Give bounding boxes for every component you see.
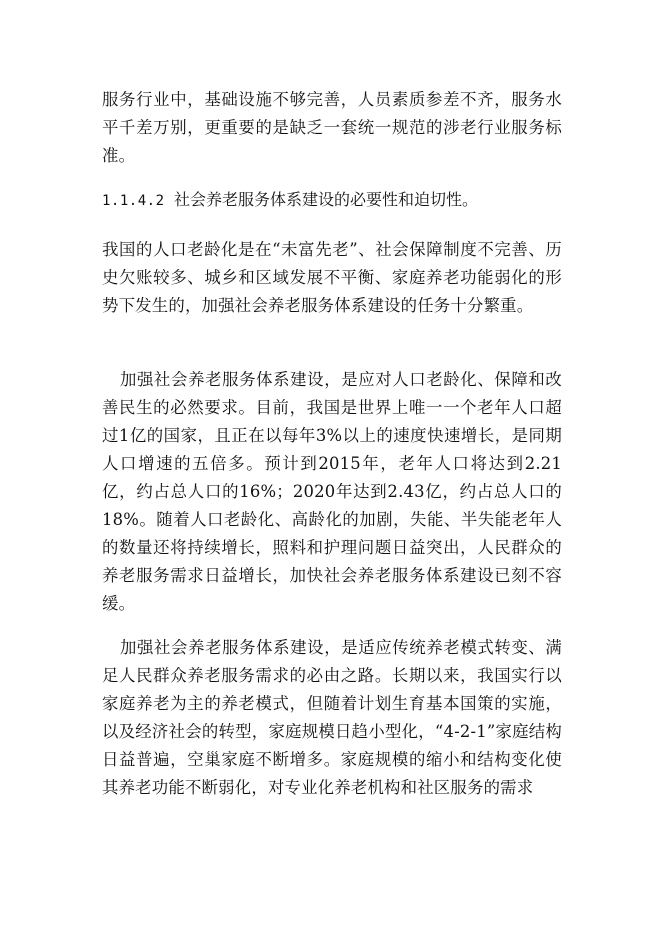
paragraph-aging-context: 我国的人口老龄化是在“未富先老”、社会保障制度不完善、历史欠账较多、城乡和区域发展不平衡、家庭养老功能弱化的形势下发生的，加强社会养老服务体系建设的任务十分繁重。 xyxy=(102,240,562,315)
paragraph-continuation: 服务行业中，基础设施不够完善，人员素质参差不齐，服务水平千差万别，更重要的是缺乏一套统一规范的涉老行业服务标准。 xyxy=(102,90,562,165)
paragraph-traditional-model: 加强社会养老服务体系建设，是适应传统养老模式转变、满足人民群众养老服务需求的必由之路。长期以来，我国实行以家庭养老为主的养老模式，但随着计划生育基本国策的实施，以及经济社会的转型，家庭规模日趋小型化，“4-2-1”家庭结构日益普遍，空巢家庭不断增多。家庭规模的缩小和结构变化使其养老功能不断弱化，对专业化养老机构和社区服务的需求 xyxy=(102,638,562,797)
section-heading xyxy=(102,186,572,215)
section-number: 1.1.4.2 xyxy=(102,193,165,209)
paragraph-necessity: 加强社会养老服务体系建设，是应对人口老龄化、保障和改善民生的必然要求。目前，我国是世界上唯一一个老年人口超过1亿的国家，且正在以每年3%以上的速度快速增长，是同期人口增速的五倍多。预计到2015年，老年人口将达到2.21亿，约占总人口的16%；2020年达到2.43亿，约占总人口的18%。随着人口老龄化、高龄化的加剧，失能、半失能老年人的数量还将持续增长，照料和护理问题日益突出，人民群众的养老服务需求日益增长，加快社会养老服务体系建设已刻不容缓。 xyxy=(102,370,562,613)
section-title: 社会养老服务体系建设的必要性和迫切性。 xyxy=(174,190,479,209)
